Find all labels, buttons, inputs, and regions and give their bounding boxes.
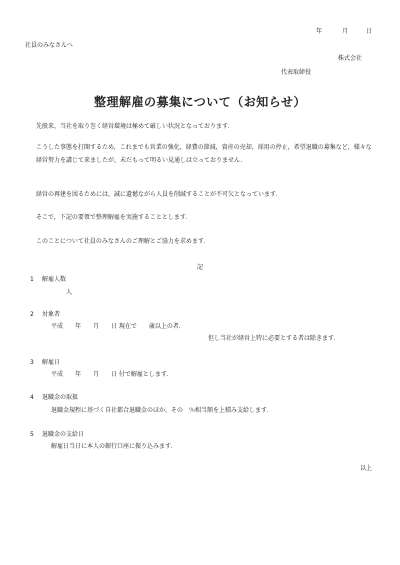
item-line: 但し当社が経営上特に必要とする者は除きます． (208, 335, 340, 342)
document-title: 整理解雇の募集について（お知らせ） (94, 95, 306, 109)
paragraph-4: そこで，下記の要領で整理解雇を実施することとします． (36, 214, 192, 221)
ki-heading: 記 (197, 264, 204, 271)
date-day: 日 (366, 28, 373, 35)
item-number: 3 (30, 359, 34, 366)
addressee: 社員のみなさんへ (25, 42, 73, 49)
item-heading: 対象者 (42, 311, 61, 318)
item-heading: 解雇人数 (42, 276, 67, 283)
paragraph-2: こうした事態を打開するため，これまでも営業の強化，経費の節減，資産の売却，採用の停止，希望退職の募集など，様々な経営努力を講じて来ましたが，未だもって明るい見通しは立っておりません． (36, 144, 372, 164)
item-line: 平成 年 月 日 現在で 歳以上の者． (51, 323, 185, 330)
company-name: 株式会社 (338, 55, 363, 62)
item-number: 4 (30, 394, 34, 401)
sender-title: 代表取締役 (281, 69, 312, 76)
item-heading: 解雇日 (42, 359, 61, 366)
item-number: 1 (30, 276, 34, 283)
item-line: 平成 年 月 日 付で解雇とします． (51, 371, 173, 378)
item-heading: 退職金の支給日 (42, 431, 85, 438)
item-number: 5 (30, 431, 34, 438)
paragraph-1: 先般来，当社を取り巻く経営環境は極めて厳しい状況となっております． (36, 123, 234, 130)
item-line: 解雇日当日に本人の銀行口座に振り込みます． (51, 443, 177, 450)
item-line: 人 (66, 289, 73, 296)
item-number: 2 (30, 311, 34, 318)
paragraph-5: このことについて社員のみなさんのご理解とご協力を求めます． (36, 238, 210, 245)
date-month: 月 (342, 28, 349, 35)
closing-ijou: 以上 (360, 465, 373, 472)
item-line: 退職金規程に基づく自社都合退職金のほか，その ％相当額を上積み支給します． (51, 407, 273, 414)
paragraph-3: 経営の再建を図るためには，誠に遺憾ながら人員を削減することが不可欠となっています． (36, 191, 282, 198)
item-heading: 退職金の取扱 (42, 394, 79, 401)
date-year: 年 (316, 28, 323, 35)
